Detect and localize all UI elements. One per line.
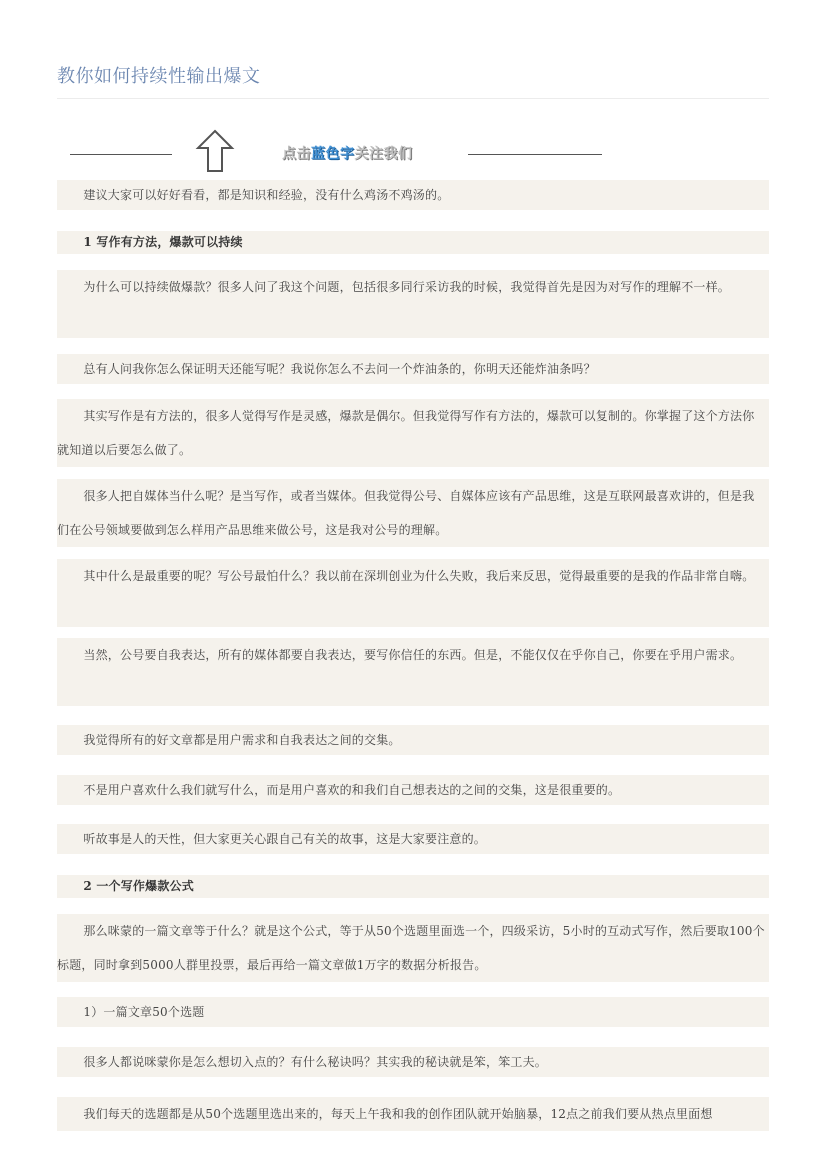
follow-pre: 点击 <box>282 146 311 162</box>
up-arrow-icon <box>195 128 235 174</box>
paragraph: 1）一篇文章50个选题 <box>57 997 769 1027</box>
page-title: 教你如何持续性输出爆文 <box>57 66 261 87</box>
follow-us-text[interactable] <box>282 143 413 163</box>
section-heading: 2 一个写作爆款公式 <box>57 875 769 898</box>
banner-rule-right <box>468 154 602 155</box>
title-divider <box>57 98 769 99</box>
paragraph: 其中什么是最重要的呢？写公号最怕什么？我以前在深圳创业为什么失败，我后来反思，觉得最重要的是我的作品非常自嗨。 <box>57 559 769 627</box>
paragraph: 我们每天的选题都是从50个选题里选出来的，每天上午我和我的创作团队就开始脑暴，12点之前我们要从热点里面想 <box>57 1097 769 1131</box>
paragraph: 为什么可以持续做爆款？很多人问了我这个问题，包括很多同行采访我的时候，我觉得首先是因为对写作的理解不一样。 <box>57 270 769 338</box>
follow-post: 关注我们 <box>354 146 413 162</box>
banner-rule-left <box>70 154 172 155</box>
follow-banner[interactable] <box>57 126 769 178</box>
section-heading: 1 写作有方法，爆款可以持续 <box>57 231 769 254</box>
paragraph: 听故事是人的天性，但大家更关心跟自己有关的故事，这是大家要注意的。 <box>57 824 769 854</box>
paragraph: 那么咪蒙的一篇文章等于什么？就是这个公式，等于从50个选题里面选一个，四级采访，5小时的互动式写作，然后要取100个标题，同时拿到5000人群里投票，最后再给一篇文章做1万字的数据分析报告。 <box>57 914 769 982</box>
paragraph: 不是用户喜欢什么我们就写什么，而是用户喜欢的和我们自己想表达的之间的交集，这是很重要的。 <box>57 775 769 805</box>
paragraph: 很多人都说咪蒙你是怎么想切入点的？有什么秘诀吗？其实我的秘诀就是笨，笨工夫。 <box>57 1047 769 1077</box>
paragraph: 很多人把自媒体当什么呢？是当写作，或者当媒体。但我觉得公号、自媒体应该有产品思维，这是互联网最喜欢讲的，但是我们在公号领域要做到怎么样用产品思维来做公号，这是我对公号的理解。 <box>57 479 769 547</box>
paragraph: 建议大家可以好好看看，都是知识和经验，没有什么鸡汤不鸡汤的。 <box>57 180 769 210</box>
paragraph: 其实写作是有方法的，很多人觉得写作是灵感，爆款是偶尔。但我觉得写作有方法的，爆款可以复制的。你掌握了这个方法你就知道以后要怎么做了。 <box>57 399 769 467</box>
paragraph: 我觉得所有的好文章都是用户需求和自我表达之间的交集。 <box>57 725 769 755</box>
paragraph: 总有人问我你怎么保证明天还能写呢？我说你怎么不去问一个炸油条的，你明天还能炸油条吗？ <box>57 354 769 384</box>
follow-blue-text: 蓝色字 <box>311 146 355 162</box>
paragraph: 当然，公号要自我表达，所有的媒体都要自我表达，要写你信任的东西。但是，不能仅仅在乎你自己，你要在乎用户需求。 <box>57 638 769 706</box>
